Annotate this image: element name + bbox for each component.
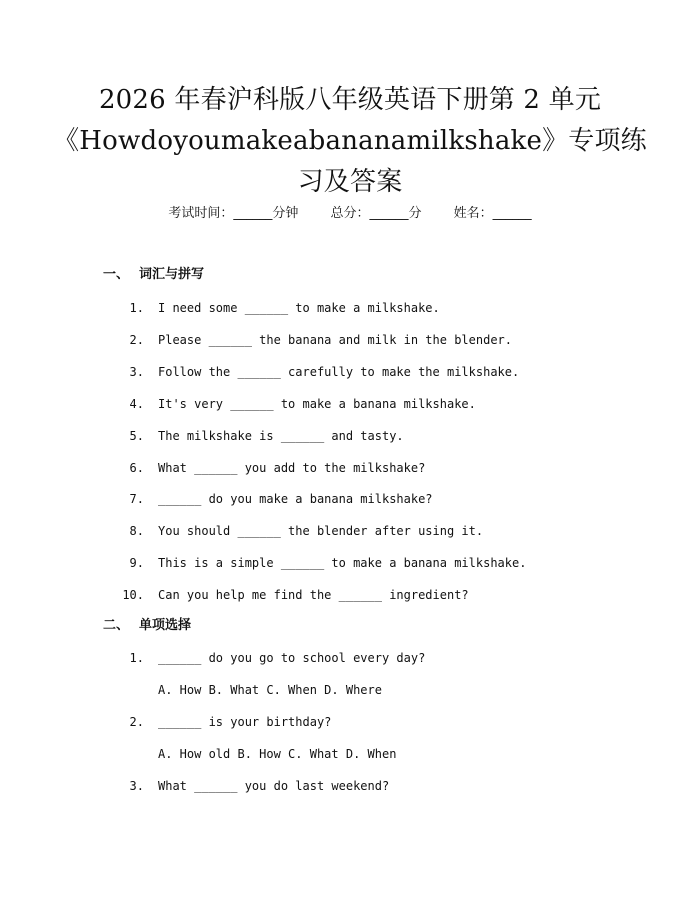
question-text: What ______ you add to the milkshake?: [158, 461, 426, 475]
question-number: 1.: [129, 651, 144, 665]
exam-info: [0, 204, 700, 224]
section-number: 一、: [103, 267, 130, 282]
title-line-2: 《Howdoyoumakeabananamilkshake》专项练: [53, 126, 647, 156]
question-text: I need some ______ to make a milkshake.: [158, 301, 440, 315]
question-number: 2.: [129, 333, 144, 347]
question-item: [129, 777, 390, 849]
question-text: ______ do you make a banana milkshake?: [158, 492, 433, 506]
question-text: Can you help me find the ______ ingredient?: [158, 588, 469, 602]
question-number: 2.: [129, 715, 144, 729]
exam-score: 总分：______分: [330, 206, 422, 221]
question-number: 1.: [129, 301, 144, 315]
question-number: 10.: [122, 588, 144, 602]
section-title: 词汇与拼写: [139, 267, 205, 282]
question-number: 3.: [129, 365, 144, 379]
question-number: 8.: [129, 524, 144, 538]
section-heading-vocabulary: [103, 266, 204, 284]
question-text: Please ______ the banana and milk in the blender.: [158, 333, 513, 347]
answer-options: A. How B. What C. When D. Where: [158, 683, 382, 697]
question-text: ______ is your birthday?: [158, 715, 332, 729]
question-text: The milkshake is ______ and tasty.: [158, 429, 404, 443]
question-number: 6.: [129, 461, 144, 475]
page-title: [0, 80, 700, 203]
section-heading-multiple-choice: [103, 617, 191, 635]
title-line-3: 习及答案: [297, 167, 403, 197]
question-text: It's very ______ to make a banana milkshake.: [158, 397, 476, 411]
title-line-1: 2026 年春沪科版八年级英语下册第 2 单元: [98, 85, 602, 115]
question-text: Follow the ______ carefully to make the milkshake.: [158, 365, 520, 379]
exam-time: 考试时间：______分钟: [168, 206, 299, 221]
question-number: 4.: [129, 397, 144, 411]
exam-name: 姓名：______: [453, 206, 532, 221]
section-number: 二、: [103, 618, 130, 633]
question-text: ______ do you go to school every day?: [158, 651, 426, 665]
section-title: 单项选择: [139, 618, 192, 633]
question-number: 9.: [129, 556, 144, 570]
question-number: 3.: [129, 779, 144, 793]
question-number: 7.: [129, 492, 144, 506]
question-text: You should ______ the blender after using it.: [158, 524, 484, 538]
answer-options: A. How old B. How C. What D. When: [158, 747, 397, 761]
question-number: 5.: [129, 429, 144, 443]
question-text: This is a simple ______ to make a banana milkshake.: [158, 556, 527, 570]
question-text: What ______ you do last weekend?: [158, 779, 390, 793]
